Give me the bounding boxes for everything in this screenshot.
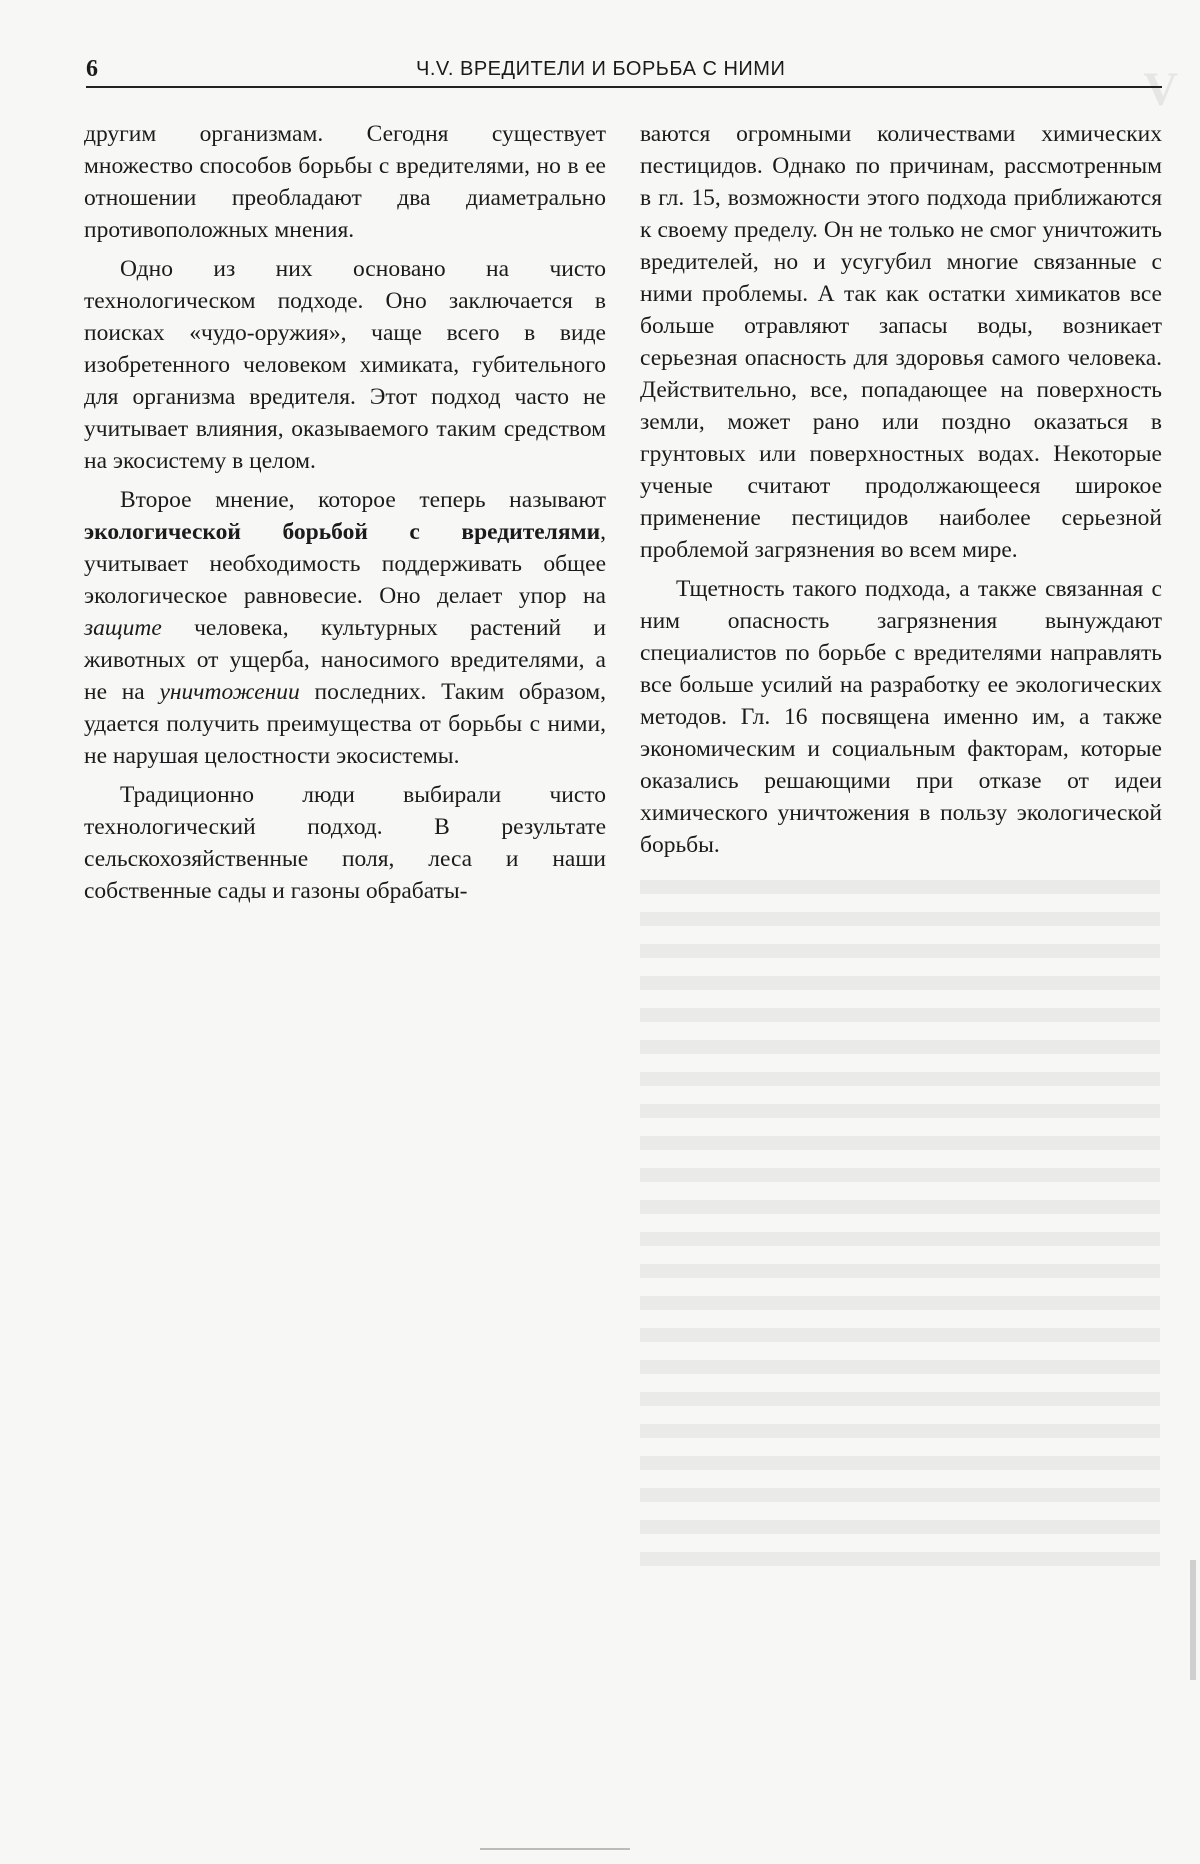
paragraph: Традиционно люди выбирали чисто технологический подход. В результате сельскохозяйственные поля, леса и наши собственные сады и газоны обрабаты- [84, 782, 606, 904]
running-head: Ч.V. ВРЕДИТЕЛИ И БОРЬБА С НИМИ [416, 58, 786, 80]
text-run: Второе мнение, которое теперь называют [120, 487, 606, 513]
italic-term: защите [84, 615, 162, 641]
scan-edge-shadow [1190, 1560, 1196, 1680]
paragraph: Тщетность такого подхода, а также связанная с ним опасность загрязнения вынуждают специалистов по борьбе с вредителями направлять все больше усилий на разработку ее экологических методов. Гл. 16 посвящена именно им, а также экономическим и социальным факторам, которые оказались решающими при отказе от идеи химического уничтожения в пользу экологической борьбы. [640, 576, 1162, 858]
left-column [84, 118, 606, 914]
paragraph: другим организмам. Сегодня существует множество способов борьбы с вредителями, но в ее отношении преобладают два диаметрально противоположных мнения. [84, 121, 606, 243]
paragraph: Одно из них основано на чисто технологическом подходе. Оно заключается в поисках «чудо-оружия», чаще всего в виде изобретенного человеком химиката, губительного для организма вредителя. Этот подход часто не учитывает влияния, оказываемого таким средством на экосистему в целом. [84, 256, 606, 474]
italic-term: уничтожении [159, 679, 300, 705]
right-column [640, 118, 1162, 868]
page-header [86, 56, 1162, 88]
text-run: человека, культурных растений и животных от ущерба, наносимого вредителями, а не на [84, 615, 606, 705]
text-run: последних. Таким образом, удается получить преимущества от борьбы с ними, не нарушая целостности экосистемы. [84, 679, 606, 769]
paragraph [84, 484, 606, 772]
bleed-through-text [640, 880, 1160, 1580]
scan-bottom-mark [480, 1848, 630, 1850]
paragraph: ваются огромными количествами химических пестицидов. Однако по причинам, рассмотренным в гл. 15, возможности этого подхода приближаются к своему пределу. Он не только не смог уничтожить вредителей, но и усугубил многие связанные с ними проблемы. А так как остатки химикатов все больше отравляют запасы воды, возникает серьезная опасность для здоровья самого человека. Действительно, все, попадающее на поверхность земли, может рано или поздно оказаться в грунтовых или поверхностных водах. Некоторые ученые считают продолжающееся широкое применение пестицидов наиболее серьезной проблемой загрязнения во всем мире. [640, 121, 1162, 563]
text-run: , учитывает необходимость поддерживать общее экологическое равновесие. Оно делает упор на [84, 519, 606, 609]
bleed-through-title: V [1143, 63, 1180, 116]
page-number: 6 [86, 56, 98, 82]
bold-term: экологической борьбой с вредителями [84, 519, 601, 545]
